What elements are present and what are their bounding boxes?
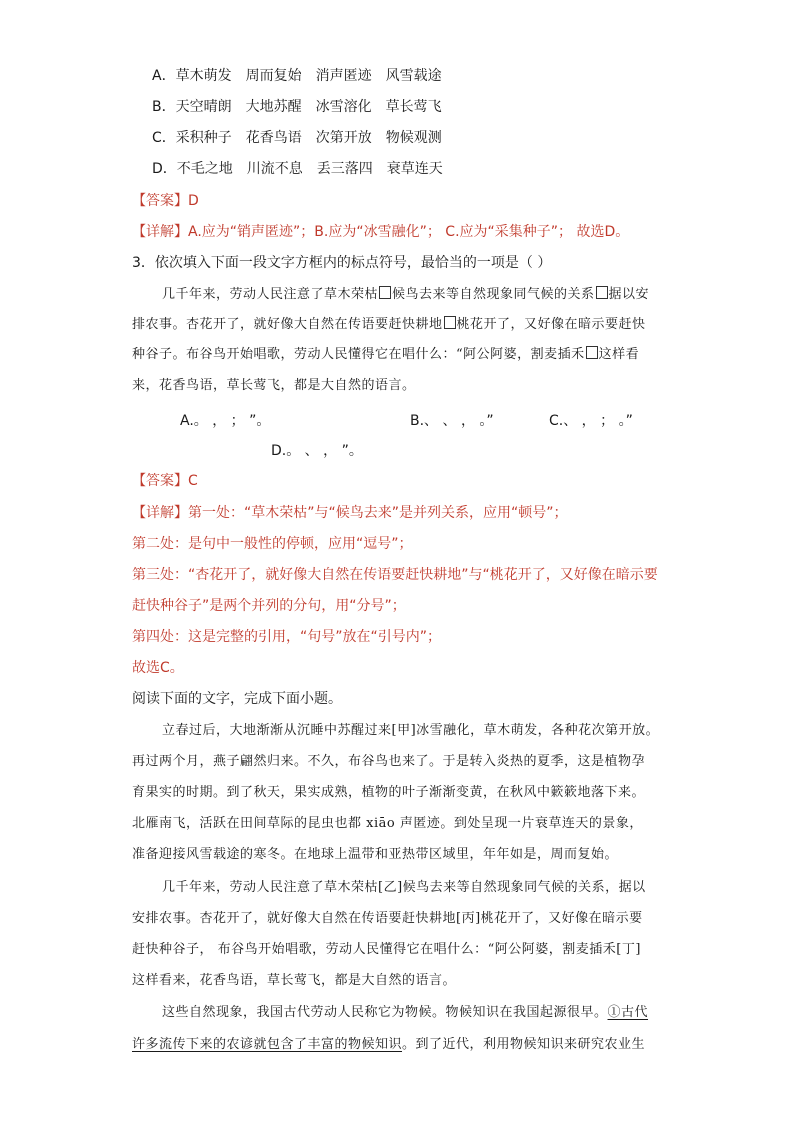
q3-detail-line: 第四处：这是完整的引用，“句号”放在“引号内”；	[132, 629, 442, 645]
q3-detail-line: 【详解】第一处：“草木荣枯”与“候鸟去来”是并列关系，应用“顿号”；	[132, 505, 568, 521]
q3-answer: 【答案】C	[132, 473, 198, 489]
q3-detail-line: 第三处：“杏花开了，就好像大自然在传语要赶快耕地”与“桃花开了，又好像在暗示要	[132, 567, 658, 583]
q2-option-d: D．不毛之地 川流不息 丢三落四 衰草连天	[152, 161, 443, 177]
q3-passage-line: 排农事。杏花开了，就好像大自然在传语要赶快耕地 桃花开了，又好像在暗示要赶快	[132, 317, 646, 332]
q2-option-c: C．采积种子 花香鸟语 次第开放 物候观测	[152, 130, 442, 146]
q3-option-a: A.。 ， ； ”。	[180, 413, 271, 429]
q2-option-a: A．草木萌发 周而复始 消声匿迹 风雪载途	[152, 68, 442, 84]
q2-answer: 【答案】D	[132, 193, 199, 209]
blank-box	[444, 316, 456, 329]
q2-option-b: B．天空晴朗 大地苏醒 冰雪溶化 草长莺飞	[152, 99, 442, 115]
underlined-sentence: ①古代	[607, 1005, 649, 1020]
reading-intro: 阅读下面的文字，完成下面小题。	[132, 691, 342, 707]
q3-option-d: D.。 、 ， ”。	[271, 443, 363, 459]
reading-para2-line: 几千年来，劳动人民注意了草木荣枯[乙]候鸟去来等自然现象同气候的关系，据以	[162, 880, 646, 895]
q3-detail-line: 第二处：是句中一般性的停顿，应用“逗号”；	[132, 536, 413, 552]
blank-box	[586, 346, 598, 359]
reading-para2-line: 安排农事。杏花开了，就好像大自然在传语要赶快耕地[丙]桃花开了，又好像在暗示要	[132, 911, 643, 926]
reading-para1-line: 北雁南飞，活跃在田间草际的昆虫也都 xiāo 声匿迹。到处呈现一片衰草连天的景象，	[132, 816, 643, 831]
reading-para2-line: 这样看来，花香鸟语，草长莺飞，都是大自然的语言。	[132, 973, 457, 988]
reading-para1-line: 立春过后，大地渐渐从沉睡中苏醒过来[甲]冰雪融化，草木萌发，各种花次第开放。	[162, 723, 660, 738]
reading-para3-line: 这些自然现象，我国古代劳动人民称它为物候。物候知识在我国起源很早。①古代	[162, 1005, 649, 1020]
reading-para1-line: 育果实的时期。到了秋天，果实成熟，植物的叶子渐渐变黄，在秋风中簌簌地落下来。	[132, 785, 646, 800]
blank-box	[596, 286, 608, 299]
q3-passage-line: 种谷子。布谷鸟开始唱歌，劳动人民懂得它在唱什么：“阿公阿婆，割麦插禾 这样看	[132, 347, 640, 362]
q3-stem: 3．依次填入下面一段文字方框内的标点符号，最恰当的一项是（ ）	[132, 255, 552, 271]
q3-option-c: C.、 ， ； 。”	[549, 413, 633, 429]
reading-para2-line: 赶快种谷子， 布谷鸟开始唱歌，劳动人民懂得它在唱什么：“阿公阿婆，割麦插禾[丁]	[132, 942, 641, 957]
q3-passage-line: 几千年来，劳动人民注意了草木荣枯 候鸟去来等自然现象同气候的关系 据以安	[162, 287, 650, 302]
reading-para1-line: 再过两个月，燕子翩然归来。不久，布谷鸟也来了。于是转入炎热的夏季，这是植物孕	[132, 754, 646, 769]
q2-detail: 【详解】A.应为“销声匿迹”；B.应为“冰雪融化”； C.应为“采集种子”； 故选D。	[132, 224, 630, 240]
reading-para1-line: 准备迎接风雪载途的寒冬。在地球上温带和亚热带区域里，年年如是，周而复始。	[132, 847, 619, 862]
underlined-sentence: 许多流传下来的农谚就包含了丰富的物候知识	[132, 1037, 403, 1052]
q3-passage-line: 来，花香鸟语，草长莺飞，都是大自然的语言。	[132, 378, 416, 393]
q3-conclusion: 故选C。	[132, 660, 184, 676]
reading-para3-line: 许多流传下来的农谚就包含了丰富的物候知识。到了近代，利用物候知识来研究农业生	[132, 1037, 646, 1052]
q3-detail-line: 赶快种谷子”是两个并列的分句，用“分号”；	[132, 598, 406, 614]
q3-option-b: B.、 、 ， 。”	[410, 413, 494, 429]
blank-box	[379, 286, 391, 299]
